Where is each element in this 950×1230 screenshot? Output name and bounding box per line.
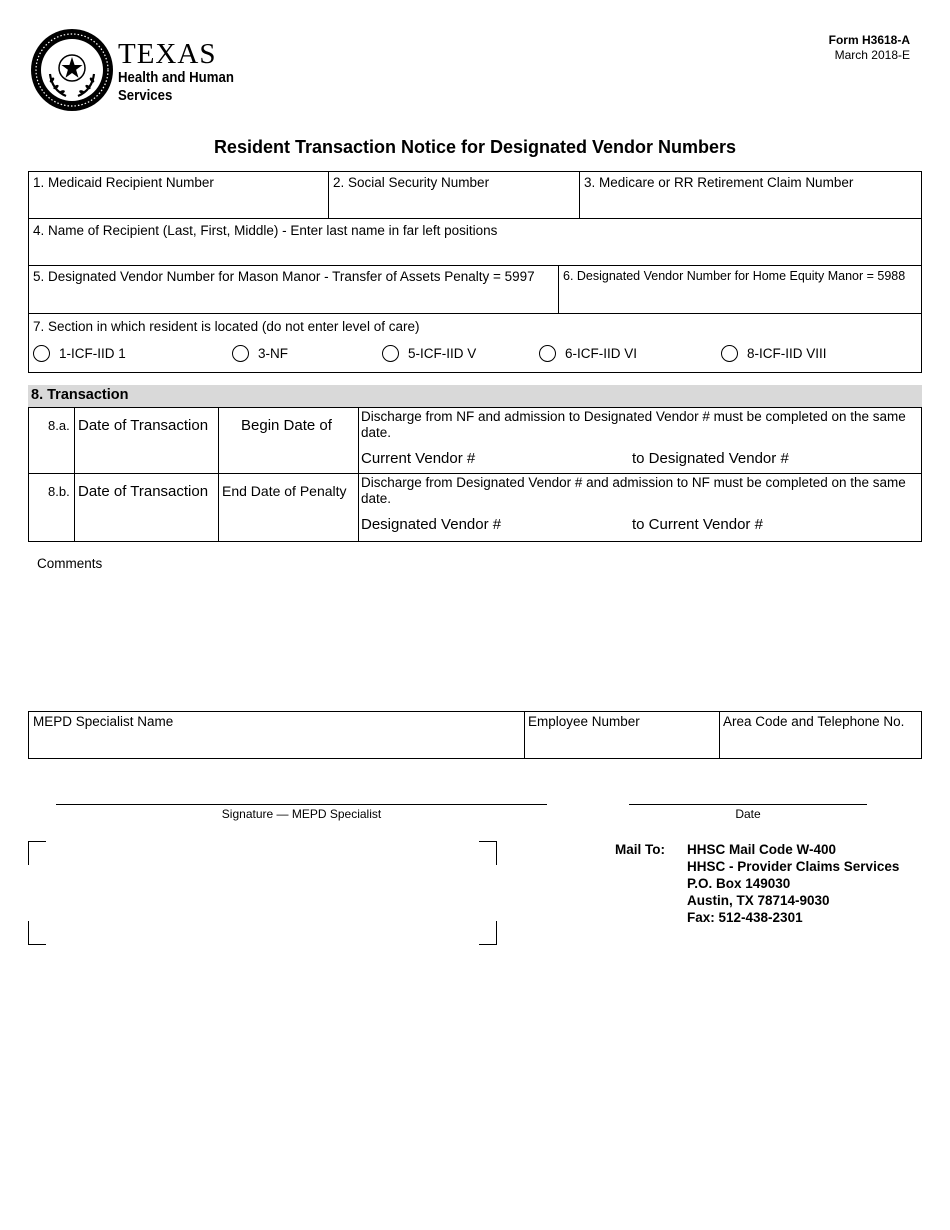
form-number: Form H3618-A xyxy=(828,33,910,47)
radio-circle-icon xyxy=(33,345,50,362)
mail-to-label: Mail To: xyxy=(615,842,665,857)
wordmark-agency-line2: Services xyxy=(118,87,173,104)
row-8a-to-designated-vendor[interactable]: to Designated Vendor # xyxy=(632,450,789,467)
row-8a-begin-date-of-penalty[interactable]: Begin Date of xyxy=(241,417,332,434)
address-window-corner-tr xyxy=(479,841,497,865)
date-line[interactable] xyxy=(629,804,867,805)
transaction-section-header xyxy=(28,385,922,407)
telephone-field[interactable]: Area Code and Telephone No. xyxy=(723,714,905,729)
medicaid-recipient-number-field[interactable]: 1. Medicaid Recipient Number xyxy=(33,175,214,190)
mail-address-line: Fax: 512-438-2301 xyxy=(687,910,803,925)
mail-address-line: HHSC - Provider Claims Services xyxy=(687,859,900,874)
mail-address-line: HHSC Mail Code W-400 xyxy=(687,842,837,857)
form-title: Resident Transaction Notice for Designated Vendor Numbers xyxy=(213,137,737,157)
row-8b-note: Discharge from Designated Vendor # and admission to NF must be completed on the same date. xyxy=(361,475,906,506)
radio-label: 8-ICF-IID VIII xyxy=(747,346,827,361)
form-identifier xyxy=(829,33,910,63)
address-window-corner-tl xyxy=(28,841,46,865)
texas-hhs-seal-logo xyxy=(30,28,114,112)
wordmark-texas: TEXAS xyxy=(118,38,217,70)
signature-line[interactable] xyxy=(56,804,547,805)
radio-circle-icon xyxy=(232,345,249,362)
radio-label: 5-ICF-IID V xyxy=(408,346,477,361)
section-radio-3-nf[interactable] xyxy=(232,345,288,362)
comments-label: Comments xyxy=(37,556,103,571)
row-8a-date-of-transaction[interactable]: Date of Transaction xyxy=(78,417,209,434)
section-radio-6-icf-iid-vi[interactable] xyxy=(539,345,637,362)
wordmark-agency-line1: Health and Human xyxy=(118,69,234,86)
mason-manor-vendor-field[interactable]: 5. Designated Vendor Number for Mason Manor - Transfer of Assets Penalty = 5997 xyxy=(33,269,535,284)
section-radio-5-icf-iid-v[interactable] xyxy=(382,345,476,362)
address-window-corner-br xyxy=(479,921,497,945)
radio-circle-icon xyxy=(382,345,399,362)
row-8b-to-current-vendor[interactable]: to Current Vendor # xyxy=(632,516,763,533)
row-8a-number: 8.a. xyxy=(48,418,70,433)
row-8b-date-of-transaction[interactable]: Date of Transaction xyxy=(78,483,209,500)
mail-address-line: Austin, TX 78714-9030 xyxy=(687,893,830,908)
medicare-claim-number-field[interactable]: 3. Medicare or RR Retirement Claim Number xyxy=(584,175,854,190)
signature-label: Signature — MEPD Specialist xyxy=(221,807,382,821)
agency-wordmark xyxy=(118,40,250,105)
section-radio-1-icf-iid-1[interactable] xyxy=(33,345,126,362)
date-label: Date xyxy=(735,807,761,821)
mail-address xyxy=(687,841,899,926)
radio-circle-icon xyxy=(539,345,556,362)
address-window-corner-bl xyxy=(28,921,46,945)
recipient-name-field[interactable]: 4. Name of Recipient (Last, First, Middle) - Enter last name in far left positions xyxy=(33,223,498,238)
section-radio-8-icf-iid-viii[interactable] xyxy=(721,345,827,362)
row-8b-designated-vendor[interactable]: Designated Vendor # xyxy=(361,516,502,533)
mepd-specialist-name-field[interactable]: MEPD Specialist Name xyxy=(33,714,174,729)
resident-section-options xyxy=(33,345,913,365)
resident-section-label: 7. Section in which resident is located (do not enter level of care) xyxy=(33,319,420,334)
row-8a-note: Discharge from NF and admission to Designated Vendor # must be completed on the same date. xyxy=(361,409,906,440)
form-revision-date: March 2018-E xyxy=(834,48,910,62)
radio-label: 6-ICF-IID VI xyxy=(565,346,638,361)
row-8b-end-date-of-penalty[interactable]: End Date of Penalty xyxy=(222,483,347,499)
radio-label: 1-ICF-IID 1 xyxy=(59,346,126,361)
social-security-number-field[interactable]: 2. Social Security Number xyxy=(333,175,490,190)
transaction-section-title: 8. Transaction xyxy=(31,387,129,403)
radio-circle-icon xyxy=(721,345,738,362)
row-8b-number: 8.b. xyxy=(48,484,70,499)
mail-address-line: P.O. Box 149030 xyxy=(687,876,791,891)
home-equity-manor-vendor-field[interactable]: 6. Designated Vendor Number for Home Equity Manor = 5988 xyxy=(563,269,906,283)
comments-area[interactable] xyxy=(28,575,922,700)
radio-label: 3-NF xyxy=(258,346,288,361)
employee-number-field[interactable]: Employee Number xyxy=(528,714,640,729)
row-8a-current-vendor[interactable]: Current Vendor # xyxy=(361,450,476,467)
